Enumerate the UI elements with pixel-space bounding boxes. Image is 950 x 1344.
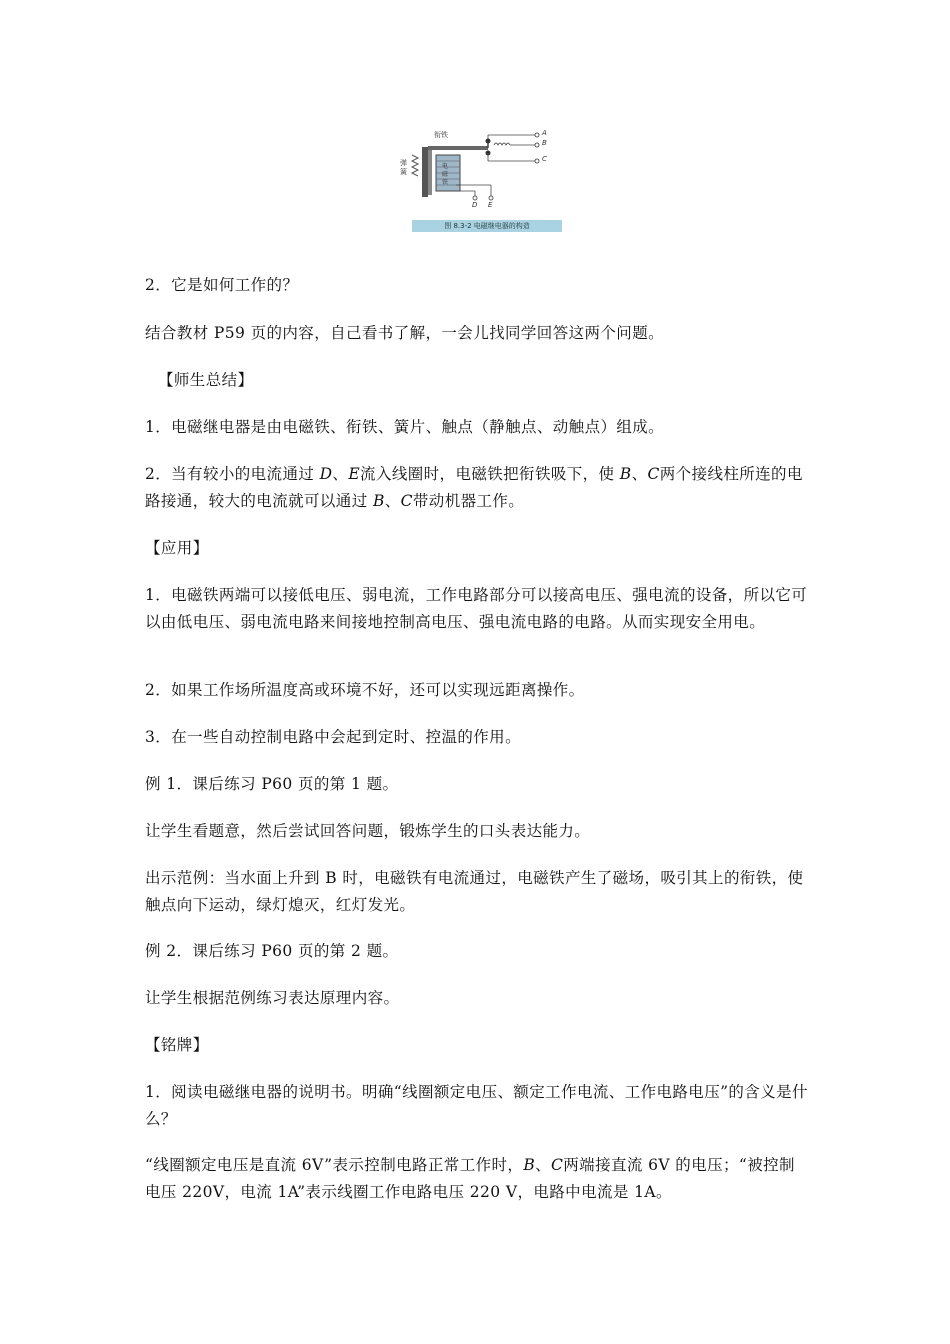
summary-point-2: 2．当有较小的电流通过 D、E流入线圈时，电磁铁把衔铁吸下，使 B、C两个接线柱所连的电路接通，较大的电流就可以通过 B、C带动机器工作。	[145, 465, 803, 510]
terminal-a: A	[542, 129, 547, 137]
figure-caption: 图 8.3-2 电磁继电器的构造	[444, 222, 530, 230]
terminal-e: E	[488, 201, 493, 209]
label-magnet: 电磁铁	[442, 163, 449, 186]
example-2-note: 让学生根据范例练习表达原理内容。	[145, 989, 400, 1007]
nameplate-point-1: 1．阅读电磁继电器的说明书。明确“线圈额定电压、额定工作电流、工作电路电压”的含义是什么？	[145, 1083, 808, 1128]
application-heading: 【应用】	[145, 539, 209, 557]
label-armature: 衔铁	[434, 131, 448, 139]
question-2: 2．它是如何工作的？	[145, 276, 299, 294]
application-point-2: 2．如果工作场所温度高或环境不好，还可以实现远距离操作。	[145, 681, 585, 699]
example-1-demo: 出示范例：当水面上升到 B 时，电磁铁有电流通过，电磁铁产生了磁场，吸引其上的衔铁，使触点向下运动，绿灯熄灭，红灯发光。	[145, 869, 804, 914]
terminal-b: B	[542, 139, 547, 147]
example-2: 例 2．课后练习 P60 页的第 2 题。	[145, 942, 399, 960]
relay-diagram	[390, 125, 565, 220]
nameplate-heading: 【铭牌】	[145, 1036, 209, 1054]
application-point-1: 1．电磁铁两端可以接低电压、弱电流，工作电路部分可以接高电压、强电流的设备，所以它可以由低电压、弱电流电路来间接地控制高电压、强电流电路的电路。从而实现安全用电。	[145, 586, 808, 631]
example-1-note: 让学生看题意，然后尝试回答问题，锻炼学生的口头表达能力。	[145, 822, 591, 840]
terminal-c: C	[542, 155, 547, 163]
relay-figure	[390, 125, 565, 237]
example-1: 例 1．课后练习 P60 页的第 1 题。	[145, 775, 399, 793]
nameplate-explanation: “线圈额定电压是直流 6V”表示控制电路正常工作时，B、C两端接直流 6V 的电压；“被控制电压 220V，电流 1A”表示线圈工作电路电压 220 V，电路中电流是 1A。	[145, 1156, 795, 1201]
label-spring: 弹簧	[400, 159, 407, 176]
summary-point-1: 1．电磁继电器是由电磁铁、衔铁、簧片、触点（静触点、动触点）组成。	[145, 418, 665, 436]
summary-heading: 【师生总结】	[158, 371, 254, 389]
terminal-d: D	[472, 201, 478, 209]
read-instruction: 结合教材 P59 页的内容，自己看书了解，一会儿找同学回答这两个问题。	[145, 324, 665, 342]
application-point-3: 3．在一些自动控制电路中会起到定时、控温的作用。	[145, 728, 521, 746]
